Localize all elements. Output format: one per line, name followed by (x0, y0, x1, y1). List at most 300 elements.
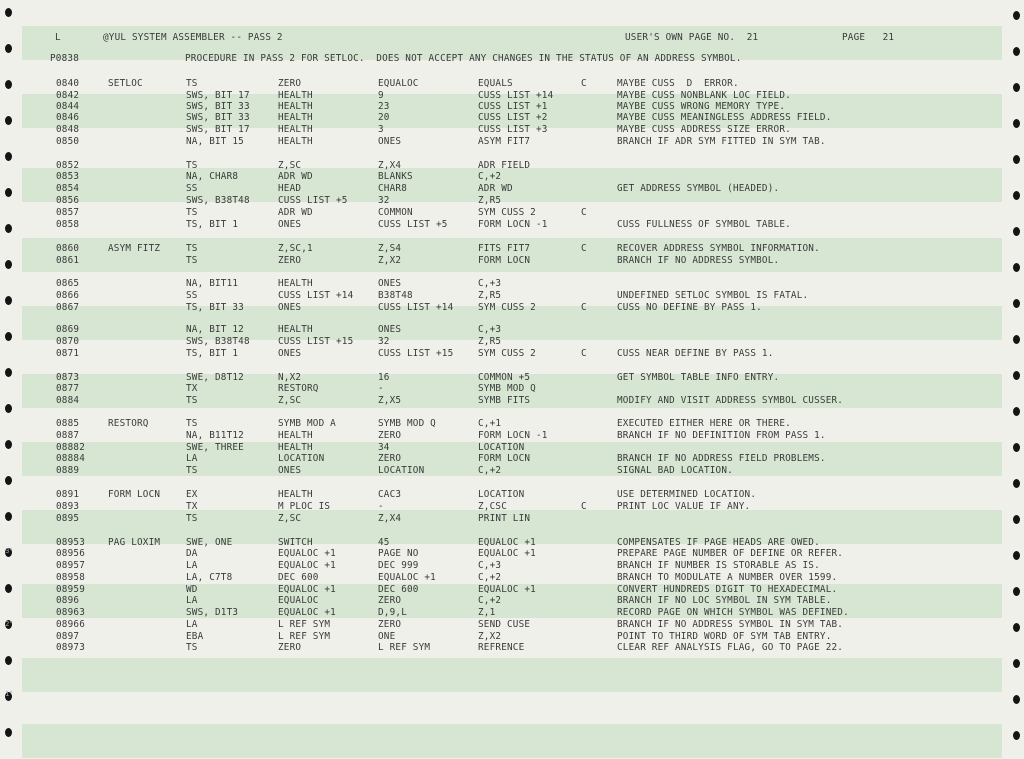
operand-1: HEALTH (278, 489, 313, 500)
operand-2: 45 (378, 537, 390, 548)
header-title: @YUL SYSTEM ASSEMBLER -- PASS 2 (103, 32, 283, 43)
line-number: 0871 (56, 348, 80, 359)
listing-line (0, 290, 1024, 302)
operand-2: 32 (378, 336, 390, 347)
operand-2: 20 (378, 112, 390, 123)
op-code: TS (186, 513, 198, 524)
listing-line (0, 324, 1024, 336)
cuss-flag: C (581, 207, 587, 218)
operand-2: DEC 600 (378, 584, 419, 595)
line-number: 0897 (56, 631, 80, 642)
operand-3: FORM LOCN -1 (478, 430, 548, 441)
operand-3: C,+3 (478, 560, 502, 571)
op-code: SWE, THREE (186, 442, 244, 453)
listing-line (0, 501, 1024, 513)
line-comment: MAYBE CUSS WRONG MEMORY TYPE. (617, 101, 786, 112)
listing-line (0, 219, 1024, 231)
op-code: NA, B11T12 (186, 430, 244, 441)
operand-1: HEALTH (278, 124, 313, 135)
line-comment: POINT TO THIRD WORD OF SYM TAB ENTRY. (617, 631, 832, 642)
operand-2: Z,X5 (378, 395, 402, 406)
operand-1: EQUALOC +1 (278, 584, 336, 595)
operand-2: Z,X4 (378, 160, 402, 171)
feed-hole (5, 476, 12, 485)
header-flag: L (55, 32, 61, 43)
operand-1: HEALTH (278, 90, 313, 101)
cuss-flag: C (581, 243, 587, 254)
operand-1: HEALTH (278, 324, 313, 335)
line-number: 08959 (56, 584, 85, 595)
operand-1: ZERO (278, 78, 302, 89)
operand-1: CUSS LIST +15 (278, 336, 354, 347)
operand-3: EQUALOC +1 (478, 548, 536, 559)
margin-mark: 1" (5, 690, 13, 698)
listing-line (0, 278, 1024, 290)
feed-hole (1013, 731, 1020, 740)
line-comment: CUSS NEAR DEFINE BY PASS 1. (617, 348, 774, 359)
operand-3: PRINT LIN (478, 513, 531, 524)
operand-1: L REF SYM (278, 631, 331, 642)
operand-1: L REF SYM (278, 619, 331, 630)
op-code: NA, BIT 12 (186, 324, 244, 335)
line-comment: MAYBE CUSS D ERROR. (617, 78, 739, 89)
listing-line (0, 560, 1024, 572)
operand-3: COMMON +5 (478, 372, 531, 383)
feed-hole (1013, 11, 1020, 20)
operand-2: COMMON (378, 207, 413, 218)
line-number: 08884 (56, 453, 85, 464)
operand-3: C,+1 (478, 418, 502, 429)
line-comment: CUSS FULLNESS OF SYMBOL TABLE. (617, 219, 791, 230)
listing-line (0, 255, 1024, 267)
line-number: 0887 (56, 430, 80, 441)
listing-line (0, 302, 1024, 314)
line-comment: MAYBE CUSS NONBLANK LOC FIELD. (617, 90, 791, 101)
operand-2: ZERO (378, 430, 402, 441)
op-code: TS (186, 642, 198, 653)
operand-3: FORM LOCN -1 (478, 219, 548, 230)
op-code: TS (186, 255, 198, 266)
operand-1: EQUALOC (278, 595, 319, 606)
operand-2: DEC 999 (378, 560, 419, 571)
operand-1: ADR WD (278, 207, 313, 218)
line-number: 0891 (56, 489, 80, 500)
op-code: NA, BIT11 (186, 278, 239, 289)
cuss-flag: C (581, 78, 587, 89)
operand-1: HEALTH (278, 112, 313, 123)
operand-2: ZERO (378, 453, 402, 464)
line-comment: RECORD PAGE ON WHICH SYMBOL WAS DEFINED. (617, 607, 849, 618)
op-code: SWS, BIT 33 (186, 101, 250, 112)
operand-3: SYM CUSS 2 (478, 302, 536, 313)
listing-line (0, 595, 1024, 607)
operand-2: Z,X2 (378, 255, 402, 266)
line-number: 0842 (56, 90, 80, 101)
line-number: 0861 (56, 255, 80, 266)
operand-3: FORM LOCN (478, 453, 531, 464)
op-code: LA (186, 595, 198, 606)
line-label: SETLOC (108, 78, 143, 89)
op-code: TS (186, 78, 198, 89)
listing-line (0, 112, 1024, 124)
listing-line (0, 418, 1024, 430)
operand-2: ZERO (378, 619, 402, 630)
line-number: 08966 (56, 619, 85, 630)
line-number: 0840 (56, 78, 80, 89)
op-code: SWS, B38T48 (186, 195, 250, 206)
line-comment: CUSS NO DEFINE BY PASS 1. (617, 302, 762, 313)
page-number: PAGE 21 (842, 32, 895, 43)
operand-3: C,+3 (478, 278, 502, 289)
line-comment: EXECUTED EITHER HERE OR THERE. (617, 418, 791, 429)
line-number: 0858 (56, 219, 80, 230)
listing-line (0, 572, 1024, 584)
green-band (22, 724, 1002, 758)
operand-1: EQUALOC +1 (278, 548, 336, 559)
listing-line (0, 513, 1024, 525)
feed-hole (1013, 659, 1020, 668)
line-comment: UNDEFINED SETLOC SYMBOL IS FATAL. (617, 290, 809, 301)
op-code: NA, CHAR8 (186, 171, 239, 182)
operand-1: SWITCH (278, 537, 313, 548)
operand-3: ASYM FIT7 (478, 136, 531, 147)
op-code: SS (186, 290, 198, 301)
operand-3: Z,R5 (478, 336, 502, 347)
operand-1: ADR WD (278, 171, 313, 182)
operand-3: LOCATION (478, 442, 525, 453)
listing-line (0, 195, 1024, 207)
line-number: 0867 (56, 302, 80, 313)
line-number: 0889 (56, 465, 80, 476)
subheader-line (0, 53, 1024, 65)
line-comment: MAYBE CUSS MEANINGLESS ADDRESS FIELD. (617, 112, 832, 123)
line-number: 0877 (56, 383, 80, 394)
subheader-loc: P0838 (50, 53, 79, 64)
op-code: EX (186, 489, 198, 500)
line-comment: BRANCH IF NO ADDRESS FIELD PROBLEMS. (617, 453, 826, 464)
operand-3: Z,CSC (478, 501, 507, 512)
operand-1: EQUALOC +1 (278, 607, 336, 618)
op-code: TS, BIT 1 (186, 219, 239, 230)
operand-1: HEALTH (278, 430, 313, 441)
operand-3: C,+3 (478, 324, 502, 335)
line-number: 0854 (56, 183, 80, 194)
operand-2: ZERO (378, 595, 402, 606)
operand-3: ADR WD (478, 183, 513, 194)
op-code: LA (186, 619, 198, 630)
operand-3: SYMB MOD Q (478, 383, 536, 394)
operand-2: EQUALOC +1 (378, 572, 436, 583)
operand-2: B38T48 (378, 290, 413, 301)
operand-2: D,9,L (378, 607, 407, 618)
operand-3: FITS FIT7 (478, 243, 531, 254)
listing-line (0, 548, 1024, 560)
feed-hole (5, 656, 12, 665)
operand-3: EQUALOC +1 (478, 584, 536, 595)
listing-line (0, 489, 1024, 501)
listing-line (0, 383, 1024, 395)
listing-line (0, 136, 1024, 148)
operand-1: CUSS LIST +14 (278, 290, 354, 301)
op-code: SS (186, 183, 198, 194)
line-number: 0869 (56, 324, 80, 335)
operand-2: 23 (378, 101, 390, 112)
operand-2: - (378, 383, 384, 394)
op-code: SWS, BIT 33 (186, 112, 250, 123)
header-line (0, 32, 1024, 44)
operand-3: SYMB FITS (478, 395, 531, 406)
operand-2: 16 (378, 372, 390, 383)
operand-3: Z,1 (478, 607, 496, 618)
operand-3: CUSS LIST +14 (478, 90, 554, 101)
operand-2: ONES (378, 324, 402, 335)
op-code: TS (186, 395, 198, 406)
listing-line (0, 348, 1024, 360)
line-number: 0856 (56, 195, 80, 206)
operand-3: C,+2 (478, 465, 502, 476)
operand-1: HEALTH (278, 278, 313, 289)
subheader-text: PROCEDURE IN PASS 2 FOR SETLOC. DOES NOT ACCEPT ANY CHANGES IN THE STATUS OF AN ADDRESS SYMBOL. (185, 53, 742, 64)
line-number: 08953 (56, 537, 85, 548)
operand-1: ONES (278, 465, 302, 476)
operand-3: CUSS LIST +2 (478, 112, 548, 123)
op-code: SWS, BIT 17 (186, 124, 250, 135)
op-code: EBA (186, 631, 204, 642)
feed-hole (5, 8, 12, 17)
feed-hole (1013, 407, 1020, 416)
operand-2: 32 (378, 195, 390, 206)
operand-3: LOCATION (478, 489, 525, 500)
operand-2: - (378, 501, 384, 512)
op-code: TS (186, 418, 198, 429)
operand-3: SEND CUSE (478, 619, 531, 630)
operand-1: M PLOC IS (278, 501, 331, 512)
op-code: TS (186, 465, 198, 476)
operand-3: ADR FIELD (478, 160, 531, 171)
operand-3: CUSS LIST +3 (478, 124, 548, 135)
line-comment: COMPENSATES IF PAGE HEADS ARE OWED. (617, 537, 820, 548)
users-page-number: USER'S OWN PAGE NO. 21 (625, 32, 759, 43)
operand-3: CUSS LIST +1 (478, 101, 548, 112)
line-comment: MAYBE CUSS ADDRESS SIZE ERROR. (617, 124, 791, 135)
operand-1: Z,SC (278, 160, 302, 171)
line-comment: BRANCH IF NO ADDRESS SYMBOL IN SYM TAB. (617, 619, 844, 630)
line-comment: CLEAR REF ANALYSIS FLAG, GO TO PAGE 22. (617, 642, 844, 653)
op-code: LA, C7T8 (186, 572, 233, 583)
listing-line (0, 336, 1024, 348)
green-band (22, 658, 1002, 692)
operand-1: LOCATION (278, 453, 325, 464)
operand-3: EQUALOC +1 (478, 537, 536, 548)
operand-2: EQUALOC (378, 78, 419, 89)
line-comment: BRANCH TO MODULATE A NUMBER OVER 1599. (617, 572, 838, 583)
operand-2: ONES (378, 136, 402, 147)
line-number: 0853 (56, 171, 80, 182)
feed-hole (5, 728, 12, 737)
op-code: SWE, D8T12 (186, 372, 244, 383)
op-code: NA, BIT 15 (186, 136, 244, 147)
op-code: TS (186, 207, 198, 218)
operand-1: HEALTH (278, 101, 313, 112)
operand-3: C,+2 (478, 572, 502, 583)
operand-2: ONE (378, 631, 396, 642)
line-label: RESTORQ (108, 418, 149, 429)
feed-hole (1013, 479, 1020, 488)
line-number: 0885 (56, 418, 80, 429)
op-code: SWS, D1T3 (186, 607, 239, 618)
line-number: 0857 (56, 207, 80, 218)
line-number: 0884 (56, 395, 80, 406)
operand-1: ONES (278, 348, 302, 359)
line-number: 0846 (56, 112, 80, 123)
line-comment: BRANCH IF ADR SYM FITTED IN SYM TAB. (617, 136, 826, 147)
line-comment: PRINT LOC VALUE IF ANY. (617, 501, 751, 512)
operand-2: ONES (378, 278, 402, 289)
op-code: SWS, BIT 17 (186, 90, 250, 101)
operand-3: REFRENCE (478, 642, 525, 653)
op-code: DA (186, 548, 198, 559)
listing-line (0, 171, 1024, 183)
line-number: 0895 (56, 513, 80, 524)
op-code: SWE, ONE (186, 537, 233, 548)
op-code: TS (186, 160, 198, 171)
operand-3: Z,R5 (478, 195, 502, 206)
operand-2: CHAR8 (378, 183, 407, 194)
op-code: TX (186, 383, 198, 394)
operand-2: SYMB MOD Q (378, 418, 436, 429)
operand-2: CAC3 (378, 489, 402, 500)
op-code: TS, BIT 1 (186, 348, 239, 359)
operand-3: Z,R5 (478, 290, 502, 301)
operand-2: 9 (378, 90, 384, 101)
listing-line (0, 453, 1024, 465)
listing-line (0, 124, 1024, 136)
line-number: 08957 (56, 560, 85, 571)
operand-1: Z,SC,1 (278, 243, 313, 254)
line-number: 0844 (56, 101, 80, 112)
operand-1: HEALTH (278, 136, 313, 147)
operand-2: Z,S4 (378, 243, 402, 254)
operand-1: ONES (278, 302, 302, 313)
line-number: 08882 (56, 442, 85, 453)
line-number: 0896 (56, 595, 80, 606)
operand-3: C,+2 (478, 595, 502, 606)
line-label: PAG LOXIM (108, 537, 161, 548)
operand-2: 3 (378, 124, 384, 135)
listing-line (0, 243, 1024, 255)
line-label: ASYM FITZ (108, 243, 161, 254)
operand-2: PAGE NO (378, 548, 419, 559)
operand-3: C,+2 (478, 171, 502, 182)
operand-3: Z,X2 (478, 631, 502, 642)
operand-1: CUSS LIST +5 (278, 195, 348, 206)
line-number: 0870 (56, 336, 80, 347)
operand-2: BLANKS (378, 171, 413, 182)
listing-line (0, 619, 1024, 631)
line-comment: MODIFY AND VISIT ADDRESS SYMBOL CUSSER. (617, 395, 844, 406)
operand-1: ZERO (278, 255, 302, 266)
line-comment: GET ADDRESS SYMBOL (HEADED). (617, 183, 780, 194)
cuss-flag: C (581, 501, 587, 512)
operand-1: Z,SC (278, 395, 302, 406)
listing-line (0, 642, 1024, 654)
line-number: 0893 (56, 501, 80, 512)
cuss-flag: C (581, 302, 587, 313)
op-code: LA (186, 560, 198, 571)
operand-1: EQUALOC +1 (278, 560, 336, 571)
line-comment: PREPARE PAGE NUMBER OF DEFINE OR REFER. (617, 548, 844, 559)
line-number: 0873 (56, 372, 80, 383)
line-comment: USE DETERMINED LOCATION. (617, 489, 757, 500)
line-comment: CONVERT HUNDREDS DIGIT TO HEXADECIMAL. (617, 584, 838, 595)
line-label: FORM LOCN (108, 489, 161, 500)
line-number: 08958 (56, 572, 85, 583)
operand-1: ONES (278, 219, 302, 230)
margin-mark: 2" (5, 620, 13, 628)
operand-1: RESTORQ (278, 383, 319, 394)
op-code: SWS, B38T48 (186, 336, 250, 347)
listing-line (0, 395, 1024, 407)
line-comment: BRANCH IF NUMBER IS STORABLE AS IS. (617, 560, 820, 571)
operand-2: Z,X4 (378, 513, 402, 524)
line-comment: RECOVER ADDRESS SYMBOL INFORMATION. (617, 243, 820, 254)
listing-line (0, 78, 1024, 90)
operand-1: N,X2 (278, 372, 302, 383)
operand-1: Z,SC (278, 513, 302, 524)
operand-3: SYM CUSS 2 (478, 207, 536, 218)
line-number: 08973 (56, 642, 85, 653)
operand-2: LOCATION (378, 465, 425, 476)
operand-1: SYMB MOD A (278, 418, 336, 429)
operand-2: L REF SYM (378, 642, 431, 653)
operand-2: CUSS LIST +5 (378, 219, 448, 230)
line-number: 0860 (56, 243, 80, 254)
margin-mark: 3" (5, 547, 13, 555)
cuss-flag: C (581, 348, 587, 359)
listing-line (0, 607, 1024, 619)
op-code: TX (186, 501, 198, 512)
line-number: 0850 (56, 136, 80, 147)
operand-2: 34 (378, 442, 390, 453)
operand-1: DEC 600 (278, 572, 319, 583)
line-number: 0852 (56, 160, 80, 171)
operand-3: SYM CUSS 2 (478, 348, 536, 359)
operand-3: FORM LOCN (478, 255, 531, 266)
listing-line (0, 465, 1024, 477)
listing-line (0, 183, 1024, 195)
operand-1: HEAD (278, 183, 302, 194)
listing-line (0, 430, 1024, 442)
line-comment: SIGNAL BAD LOCATION. (617, 465, 733, 476)
operand-2: CUSS LIST +15 (378, 348, 454, 359)
operand-2: CUSS LIST +14 (378, 302, 454, 313)
line-number: 0865 (56, 278, 80, 289)
op-code: TS, BIT 33 (186, 302, 244, 313)
line-number: 08963 (56, 607, 85, 618)
feed-hole (1013, 695, 1020, 704)
line-number: 08956 (56, 548, 85, 559)
line-number: 0866 (56, 290, 80, 301)
line-comment: BRANCH IF NO ADDRESS SYMBOL. (617, 255, 780, 266)
line-comment: BRANCH IF NO DEFINITION FROM PASS 1. (617, 430, 826, 441)
op-code: TS (186, 243, 198, 254)
operand-1: HEALTH (278, 442, 313, 453)
operand-1: ZERO (278, 642, 302, 653)
line-number: 0848 (56, 124, 80, 135)
listing-line (0, 207, 1024, 219)
op-code: LA (186, 453, 198, 464)
line-comment: GET SYMBOL TABLE INFO ENTRY. (617, 372, 780, 383)
